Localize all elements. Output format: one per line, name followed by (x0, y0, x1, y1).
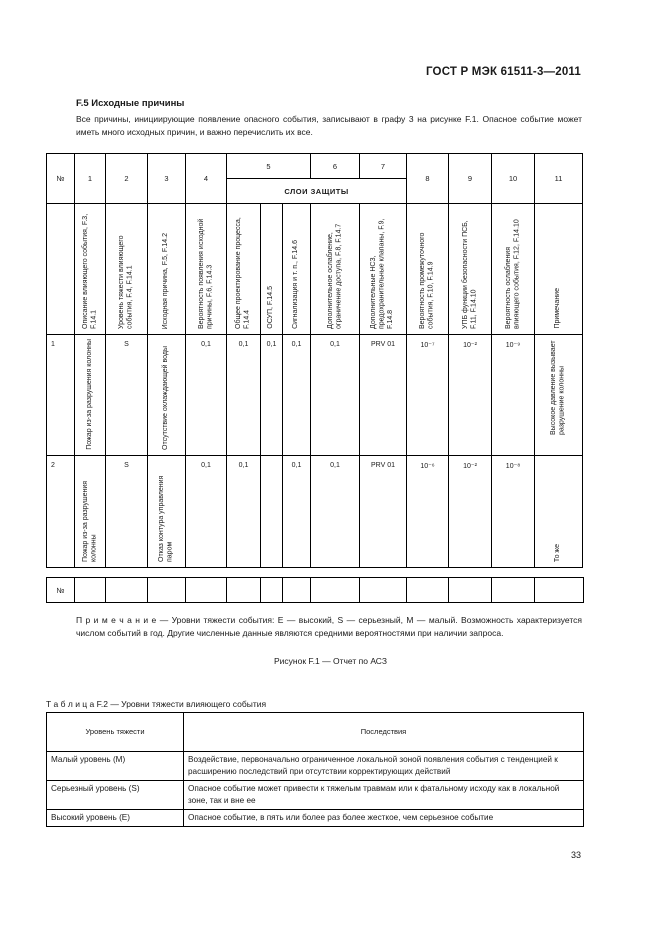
row-bpcs (261, 456, 283, 568)
severity-table (46, 712, 584, 827)
table-row (47, 578, 584, 603)
row-event: Пожар из-за разрушения колонны (75, 335, 106, 456)
row-number: 1 (47, 335, 75, 456)
row-process-design: 0,1 (227, 456, 261, 568)
row-severity: S (106, 456, 148, 568)
header-bpcs: ОСУП, F.14.5 (261, 204, 283, 335)
severity-consequence: Опасное событие может привести к тяжелым травмам или к фатальному исходу как в локальной зоне, так и вне ее (184, 781, 584, 810)
empty-row-number: № (47, 578, 75, 603)
col-num-1: 1 (75, 154, 106, 204)
row-note: То же (535, 456, 583, 568)
row-number: 2 (47, 456, 75, 568)
row-extra-ipl: PRV 01 (360, 335, 407, 456)
header-extra-ipl: Дополнительные НСЗ, предохранительные клапаны, F.9, F.14.8 (360, 204, 407, 335)
col-num-7: 7 (360, 154, 407, 179)
header-severity-level: Уровень тяжести (47, 713, 184, 752)
row-sil: 10⁻² (449, 335, 492, 456)
row-event: Пожар из-за разрушения колонны (75, 456, 106, 568)
header-cause-probability: Вероятность появления исходной причины, F.6, F.14.3 (186, 204, 227, 335)
protection-layers-label: СЛОИ ЗАЩИТЫ (227, 179, 407, 204)
severity-level: Высокий уровень (Е) (47, 810, 184, 827)
header-event: Описание влияющего события, F.3, F.14.1 (75, 204, 106, 335)
row-cause: Отсутствие охлаждающей воды (148, 335, 186, 456)
row-mitigated-probability: 10⁻⁹ (492, 335, 535, 456)
page-number: 33 (570, 850, 581, 860)
severity-level: Серьезный уровень (S) (47, 781, 184, 810)
severity-header-row (47, 713, 584, 752)
row-severity: S (106, 335, 148, 456)
header-note: Примечание (535, 204, 583, 335)
row-process-design: 0,1 (227, 335, 261, 456)
table-row (47, 335, 583, 456)
row-extra-ipl: PRV 01 (360, 456, 407, 568)
table-row (47, 810, 584, 827)
header-alarms: Сигнализация и т. п., F.14.6 (283, 204, 311, 335)
header-consequences: Последствия (184, 713, 584, 752)
col-num-8: 8 (407, 154, 449, 204)
row-sil: 10⁻² (449, 456, 492, 568)
document-code: ГОСТ Р МЭК 61511-3—2011 (425, 66, 581, 78)
row-bpcs: 0,1 (261, 335, 283, 456)
figure-note: П р и м е ч а н и е — Уровни тяжести события: Е — высокий, S — серьезный, М — малый. Возможность характеризуется числом событий в год. Другие численные данные являются средними вероятностями при наличии запроса. (76, 615, 582, 638)
table-row (47, 456, 583, 568)
row-note: Высокое давление вызывает разрушение колонны (535, 335, 583, 456)
table-row (47, 752, 584, 781)
severity-consequence: Воздействие, первоначально ограниченное локальной зоной появления события с тенденцией к расширению последствий при отсутствии корректирующих действий (184, 752, 584, 781)
col-num-6: 6 (311, 154, 360, 179)
row-cause: Отказ контура управления паром (148, 456, 186, 568)
header-sil: УПБ функции безопасности ПСБ, F.11, F.14.10 (449, 204, 492, 335)
header-blank (47, 204, 75, 335)
row-intermediate-probability: 10⁻⁶ (407, 456, 449, 568)
row-alarms: 0,1 (283, 335, 311, 456)
column-number-row (47, 154, 583, 179)
section-intro: Все причины, инициирующие появление опасного события, записывают в графу 3 на рисунке F.1. Опасное событие может иметь много исходных причин, и важно перечислить их все. (76, 114, 582, 137)
col-num-4: 4 (186, 154, 227, 204)
header-mitigated-probability: Вероятность ослабления влияющего события, F.12, F.14.10 (492, 204, 535, 335)
col-num-2: 2 (106, 154, 148, 204)
row-cause-probability: 0,1 (186, 335, 227, 456)
header-process-design: Общее проектирование процесса, F.14.4 (227, 204, 261, 335)
col-num-11: 11 (535, 154, 583, 204)
header-intermediate-probability: Вероятность промежуточного события, F.10, F.14.9 (407, 204, 449, 335)
header-severity: Уровень тяжести влияющего события, F.4, F.14.1 (106, 204, 148, 335)
row-cause-probability: 0,1 (186, 456, 227, 568)
col-num-no: № (47, 154, 75, 204)
table-row (47, 781, 584, 810)
col-num-3: 3 (148, 154, 186, 204)
column-header-row (47, 204, 583, 335)
row-alarms: 0,1 (283, 456, 311, 568)
empty-row-table (46, 577, 584, 603)
col-num-9: 9 (449, 154, 492, 204)
header-mitigation: Дополнительное ослабление, ограничение доступа, F.8, F.14.7 (311, 204, 360, 335)
severity-consequence: Опасное событие, в пять или более раз более жесткое, чем серьезное событие (184, 810, 584, 827)
row-mitigation: 0,1 (311, 335, 360, 456)
lopa-report-table (46, 153, 583, 568)
table2-title: Т а б л и ц а F.2 — Уровни тяжести влияющего события (46, 699, 267, 709)
col-num-10: 10 (492, 154, 535, 204)
figure-caption: Рисунок F.1 — Отчет по АСЗ (274, 656, 387, 666)
severity-level: Малый уровень (М) (47, 752, 184, 781)
section-title: F.5 Исходные причины (76, 98, 185, 109)
col-num-5: 5 (227, 154, 311, 179)
row-mitigation: 0,1 (311, 456, 360, 568)
header-cause: Исходная причина, F.5, F.14.2 (148, 204, 186, 335)
row-intermediate-probability: 10⁻⁷ (407, 335, 449, 456)
row-mitigated-probability: 10⁻⁸ (492, 456, 535, 568)
